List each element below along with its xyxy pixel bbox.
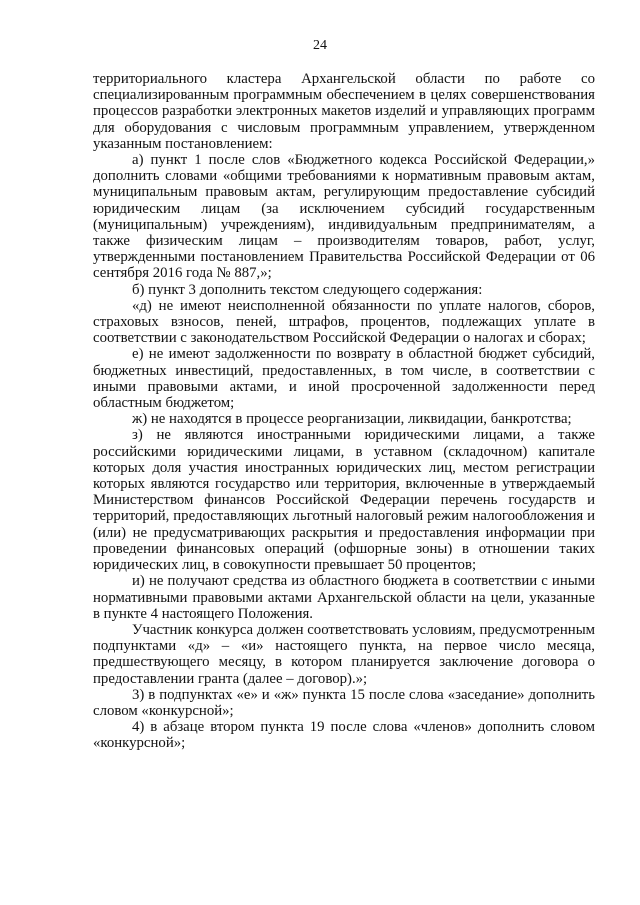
paragraph-item-zh: ж) не находятся в процессе реорганизации, ликвидации, банкротства; <box>132 411 572 428</box>
paragraph-item-z: з) не являются иностранными юридическими лицами, а также российскими юридическими лицами, в уставном (складочном) капитале которых доля участия иностранных юридических лиц, местом регистрации которых являются государство или территория, включенные в утверждаемый Министерством финансов Российской Федерации перечень государств и территорий, предоставляющих льготный налоговый режим налогообложения и (или) не предусматривающих раскрытия и предоставления информации при проведении финансовых операций (офшорные зоны) в отношении таких юридических лиц, в совокупности превышает 50 процентов; <box>93 427 595 574</box>
paragraph-item-4: 4) в абзаце втором пункта 19 после слова «членов» дополнить словом «конкурсной»; <box>93 719 595 752</box>
paragraph-item-a: а) пункт 1 после слов «Бюджетного кодекса Российской Федерации,» дополнить словами «общими требованиями к нормативным правовым актам, муниципальным правовым актам, регулирующим предоставление субсидий юридическим лицам (за исключением субсидий государственным (муниципальным) учреждениям), индивидуальным предпринимателям, а также физическим лицам – производителям товаров, работ, услуг, утвержденными постановлением Правительства Российской Федерации от 06 сентября 2016 года № 887,»; <box>93 152 595 282</box>
page-number: 24 <box>313 38 327 53</box>
paragraph-item-e: е) не имеют задолженности по возврату в областной бюджет субсидий, бюджетных инвестиций, предоставленных, в том числе, в соответствии с иными правовыми актами, и иной просроченной задолженности перед областным бюджетом; <box>93 346 595 412</box>
paragraph-item-i: и) не получают средства из областного бюджета в соответствии с иными нормативными правовыми актами Архангельской области на цели, указанные в пункте 4 настоящего Положения. <box>93 573 595 622</box>
paragraph-item-3: 3) в подпунктах «е» и «ж» пункта 15 после слова «заседание» дополнить словом «конкурсной»; <box>93 686 595 719</box>
document-body <box>93 71 595 752</box>
paragraph-item-d: «д) не имеют неисполненной обязанности по уплате налогов, сборов, страховых взносов, пеней, штрафов, процентов, подлежащих уплате в соответствии с законодательством Российской Федерации о налогах и сборах; <box>93 297 595 347</box>
paragraph-continuation: территориального кластера Архангельской области по работе со специализированным программным обеспечением в целях совершенствования процессов разработки электронных макетов изделий и управляющих программ для оборудования с числовым программным управлением, утвержденном указанным постановлением: <box>93 71 595 152</box>
paragraph-participant-conditions: Участник конкурса должен соответствовать условиям, предусмотренным подпунктами «д» – «и» настоящего пункта, на первое число месяца, предшествующего месяцу, в котором планируется заключение договора о предоставлении гранта (далее – договор).»; <box>93 621 595 687</box>
paragraph-item-b: б) пункт 3 дополнить текстом следующего содержания: <box>132 281 483 298</box>
